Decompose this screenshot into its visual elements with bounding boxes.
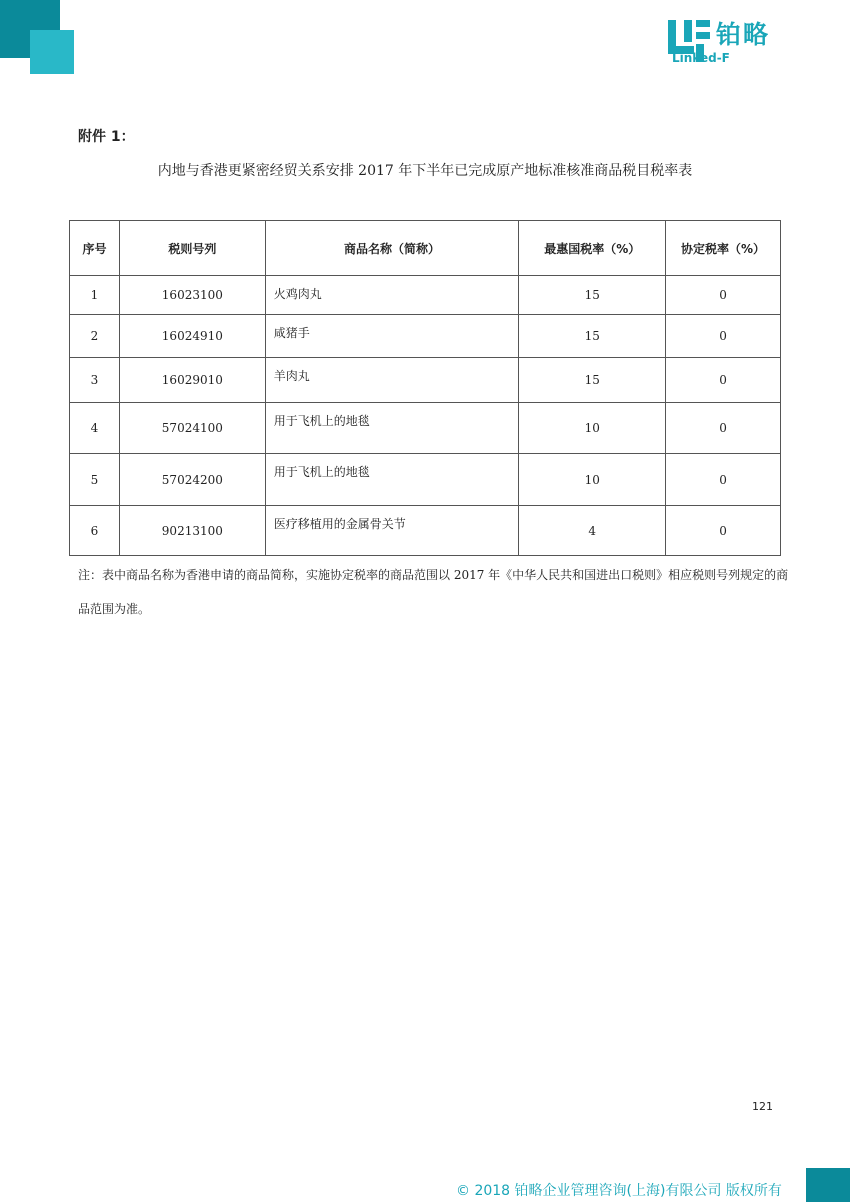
annex-label: 附件 1： [78, 129, 135, 145]
table-row [70, 403, 781, 454]
tariff-rate-table [69, 220, 781, 556]
header-agreement-rate: 协定税率（%） [666, 221, 781, 276]
header-tariff-code: 税则号列 [119, 221, 265, 276]
logo-chinese-name: 铂略 [716, 20, 771, 49]
cell-mfn-rate: 15 [519, 358, 666, 403]
cell-tariff-code: 16023100 [119, 276, 265, 315]
cell-tariff-code: 16029010 [119, 358, 265, 403]
table-row [70, 454, 781, 506]
cell-tariff-code: 16024910 [119, 315, 265, 358]
cell-product-name: 火鸡肉丸 [265, 276, 519, 315]
corner-decoration-bottom [806, 1168, 850, 1202]
cell-product-name: 咸猪手 [265, 315, 519, 358]
cell-serial: 4 [70, 403, 120, 454]
corner-decoration-accent [30, 30, 74, 74]
cell-product-name: 用于飞机上的地毯 [265, 403, 519, 454]
cell-tariff-code: 57024100 [119, 403, 265, 454]
cell-agreement-rate: 0 [666, 315, 781, 358]
cell-serial: 5 [70, 454, 120, 506]
copyright-footer: © 2018 铂略企业管理咨询(上海)有限公司 版权所有 [456, 1183, 782, 1199]
logo-english-name: Linked-F [672, 51, 730, 65]
cell-product-name: 用于飞机上的地毯 [265, 454, 519, 506]
table-note: 注：表中商品名称为香港申请的商品简称，实施协定税率的商品范围以 2017 年《中华人民共和国进出口税则》相应税则号列规定的商品范围为准。 [78, 568, 789, 616]
cell-mfn-rate: 4 [519, 506, 666, 556]
document-title: 内地与香港更紧密经贸关系安排 2017 年下半年已完成原产地标准核准商品税目税率表 [157, 163, 693, 179]
cell-serial: 6 [70, 506, 120, 556]
header-serial: 序号 [70, 221, 120, 276]
cell-tariff-code: 57024200 [119, 454, 265, 506]
cell-product-name: 羊肉丸 [265, 358, 519, 403]
cell-agreement-rate: 0 [666, 276, 781, 315]
table-row [70, 506, 781, 556]
page-number: 121 [752, 1100, 773, 1113]
cell-mfn-rate: 15 [519, 276, 666, 315]
cell-tariff-code: 90213100 [119, 506, 265, 556]
table-row [70, 358, 781, 403]
cell-mfn-rate: 10 [519, 403, 666, 454]
cell-agreement-rate: 0 [666, 506, 781, 556]
cell-agreement-rate: 0 [666, 403, 781, 454]
cell-agreement-rate: 0 [666, 358, 781, 403]
cell-mfn-rate: 15 [519, 315, 666, 358]
header-mfn-rate: 最惠国税率（%） [519, 221, 666, 276]
cell-product-name: 医疗移植用的金属骨关节 [265, 506, 519, 556]
brand-logo [668, 20, 796, 66]
cell-serial: 3 [70, 358, 120, 403]
cell-agreement-rate: 0 [666, 454, 781, 506]
cell-mfn-rate: 10 [519, 454, 666, 506]
table-row [70, 315, 781, 358]
table-header-row [70, 221, 781, 276]
table-row [70, 276, 781, 315]
cell-serial: 2 [70, 315, 120, 358]
header-product-name: 商品名称（简称） [265, 221, 519, 276]
cell-serial: 1 [70, 276, 120, 315]
